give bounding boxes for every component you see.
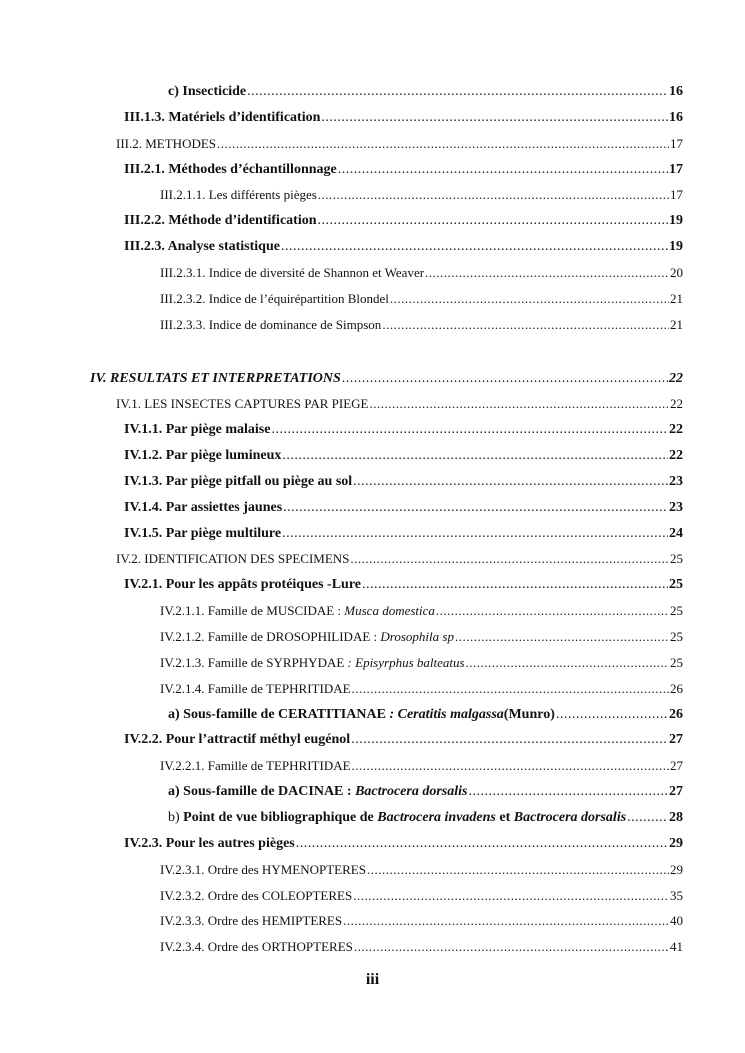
title-segment: III.2.3.1. Indice de diversité de Shannon et Weaver bbox=[160, 265, 425, 280]
dot-leader bbox=[466, 655, 669, 671]
toc-page-number: 41 bbox=[670, 939, 683, 954]
toc-entry[interactable] bbox=[124, 110, 683, 130]
dot-leader bbox=[556, 707, 668, 723]
toc-entry-title bbox=[124, 836, 295, 852]
title-segment: IV.2.1.1. Famille de MUSCIDAE : bbox=[160, 603, 345, 618]
toc-entry-title bbox=[124, 110, 320, 126]
dot-leader bbox=[296, 836, 668, 852]
toc-entry-title bbox=[124, 526, 281, 542]
toc-entry[interactable] bbox=[160, 862, 683, 882]
toc-page-number: 23 bbox=[669, 500, 683, 515]
title-segment: IV.2.3.4. Ordre des ORTHOPTERES bbox=[160, 939, 353, 954]
toc-entry-title bbox=[116, 396, 368, 412]
toc-entry-title bbox=[160, 317, 381, 333]
toc-page-number: 19 bbox=[669, 239, 683, 254]
toc-entry-title bbox=[124, 732, 350, 748]
toc-entry[interactable] bbox=[124, 422, 683, 442]
toc-entry-title bbox=[124, 474, 352, 490]
toc-entry[interactable] bbox=[124, 577, 683, 597]
toc-entry-title bbox=[160, 862, 366, 878]
toc-entry[interactable] bbox=[168, 784, 683, 804]
toc-page-number: 16 bbox=[669, 110, 683, 125]
toc-entry-title bbox=[160, 888, 352, 904]
dot-leader bbox=[455, 629, 669, 645]
title-segment: IV. RESULTATS ET INTERPRETATIONS bbox=[90, 371, 341, 386]
toc-entry[interactable] bbox=[168, 810, 683, 830]
title-segment: Drosophila sp bbox=[380, 629, 454, 644]
toc-entry[interactable] bbox=[124, 162, 683, 182]
dot-leader bbox=[382, 317, 669, 333]
dot-leader bbox=[282, 526, 668, 542]
toc-entry-title bbox=[124, 577, 361, 593]
toc-page-number: 27 bbox=[669, 784, 683, 799]
title-segment: b) bbox=[168, 810, 184, 825]
toc-entry[interactable] bbox=[124, 239, 683, 259]
dot-leader bbox=[282, 448, 668, 464]
toc-entry-title bbox=[160, 187, 317, 203]
title-segment: Bactrocera dorsalis bbox=[355, 784, 468, 799]
toc-entry-title bbox=[160, 913, 342, 929]
dot-leader bbox=[342, 371, 668, 387]
title-segment: III.2. METHODES bbox=[116, 136, 217, 151]
title-segment: IV.2.3.2. Ordre des COLEOPTERES bbox=[160, 888, 353, 903]
dot-leader bbox=[353, 474, 668, 490]
toc-entry-title bbox=[124, 213, 317, 229]
dot-leader bbox=[367, 862, 669, 878]
dot-leader bbox=[436, 603, 669, 619]
dot-leader bbox=[353, 888, 669, 904]
title-segment: IV.1.5. Par piège multilure bbox=[124, 526, 282, 541]
toc-entry[interactable] bbox=[160, 603, 683, 623]
toc-entry[interactable] bbox=[160, 317, 683, 337]
toc-page-number: 21 bbox=[670, 291, 683, 306]
toc-entry-title bbox=[124, 422, 270, 438]
toc-page-number: 29 bbox=[670, 862, 683, 877]
title-segment: III.2.3. Analyse statistique bbox=[124, 239, 280, 254]
title-segment: III.2.1. Méthodes d’échantillonnage bbox=[124, 162, 337, 177]
toc-entry[interactable] bbox=[124, 732, 683, 752]
title-segment: IV.2.3.3. Ordre des HEMIPTERES bbox=[160, 913, 343, 928]
dot-leader bbox=[354, 939, 669, 955]
toc-entry-title bbox=[160, 265, 424, 281]
title-segment: III.2.1.1. Les différents pièges bbox=[160, 187, 317, 202]
title-segment: IV.1.4. Par assiettes jaunes bbox=[124, 500, 283, 515]
title-segment: IV.2.1.4. Famille de TEPHRITIDAE bbox=[160, 681, 351, 696]
toc-entry[interactable] bbox=[124, 448, 683, 468]
title-segment: III.2.3.2. Indice de l’équirépartition Blondel bbox=[160, 291, 389, 306]
toc-entry-title bbox=[168, 707, 555, 723]
toc-entry[interactable] bbox=[124, 500, 683, 520]
toc-page-number: 28 bbox=[669, 810, 683, 825]
toc-page-number: 17 bbox=[669, 162, 683, 177]
toc-page-number: 25 bbox=[670, 551, 683, 566]
toc-entry[interactable] bbox=[90, 371, 683, 391]
title-segment: et bbox=[495, 810, 514, 825]
toc-entry[interactable] bbox=[116, 396, 683, 416]
title-segment: III.2.3.3. Indice de dominance de Simpson bbox=[160, 317, 382, 332]
dot-leader bbox=[352, 681, 669, 697]
title-segment: Point de vue bibliographique de bbox=[183, 810, 378, 825]
toc-entry[interactable] bbox=[124, 474, 683, 494]
toc-page-number: 40 bbox=[670, 913, 683, 928]
toc-entry[interactable] bbox=[116, 551, 683, 571]
title-segment: a) Sous-famille de CERATITIANAE bbox=[168, 707, 390, 722]
title-segment: III.2.2. Méthode d’identification bbox=[124, 213, 317, 228]
toc-page-number: 22 bbox=[670, 396, 683, 411]
dot-leader bbox=[350, 551, 669, 567]
toc-entry[interactable] bbox=[160, 681, 683, 701]
toc-entry[interactable] bbox=[160, 265, 683, 285]
toc-entry[interactable] bbox=[160, 655, 683, 675]
toc-page-number: 25 bbox=[669, 577, 683, 592]
title-segment: IV.2.2.1. Famille de TEPHRITIDAE bbox=[160, 758, 351, 773]
dot-leader bbox=[271, 422, 668, 438]
title-segment: IV.2.1. Pour les appâts protéiques -Lure bbox=[124, 577, 361, 592]
title-segment: IV.2.1.2. Famille de DROSOPHILIDAE : bbox=[160, 629, 381, 644]
toc-entry[interactable] bbox=[168, 707, 683, 727]
title-segment: c) Insecticide bbox=[168, 84, 247, 99]
toc-entry[interactable] bbox=[160, 939, 683, 959]
dot-leader bbox=[338, 162, 668, 178]
title-segment: IV.1.1. Par piège malaise bbox=[124, 422, 271, 437]
toc-entry[interactable] bbox=[160, 888, 683, 908]
dot-leader bbox=[343, 913, 669, 929]
title-segment: IV.2.1.3. Famille de SYRPHYDAE bbox=[160, 655, 348, 670]
title-segment: (Munro) bbox=[503, 707, 555, 722]
dot-leader bbox=[425, 265, 669, 281]
dot-leader bbox=[390, 291, 669, 307]
toc-page-number: 26 bbox=[670, 681, 683, 696]
toc-page-number: 24 bbox=[669, 526, 683, 541]
toc-entry-title bbox=[116, 136, 216, 152]
toc-page-number: 22 bbox=[669, 371, 683, 386]
dot-leader bbox=[321, 110, 668, 126]
toc-entry[interactable] bbox=[124, 836, 683, 856]
dot-leader bbox=[217, 136, 669, 152]
toc-page-number: 23 bbox=[669, 474, 683, 489]
toc-entry-title bbox=[168, 784, 467, 800]
dot-leader bbox=[627, 810, 668, 826]
toc-entry[interactable] bbox=[160, 758, 683, 778]
title-segment: Bactrocera invadens bbox=[377, 810, 496, 825]
toc-page-number: 22 bbox=[669, 422, 683, 437]
dot-leader bbox=[283, 500, 668, 516]
toc-entry-title bbox=[160, 603, 435, 619]
toc-page-number: 17 bbox=[670, 136, 683, 151]
toc-page-number: 25 bbox=[670, 603, 683, 618]
dot-leader bbox=[369, 396, 669, 412]
title-segment: IV.2. IDENTIFICATION DES SPECIMENS bbox=[116, 551, 350, 566]
toc-entry[interactable] bbox=[160, 913, 683, 933]
title-segment: III.1.3. Matériels d’identification bbox=[124, 110, 321, 125]
title-segment: IV.2.3. Pour les autres pièges bbox=[124, 836, 295, 851]
toc-entry[interactable] bbox=[160, 629, 683, 649]
toc-entry[interactable] bbox=[116, 136, 683, 156]
toc-entry[interactable] bbox=[160, 291, 683, 311]
toc-page-number: 16 bbox=[669, 84, 683, 99]
toc-entry-title bbox=[160, 655, 465, 671]
toc-page-number: 25 bbox=[670, 629, 683, 644]
toc-entry-title bbox=[90, 371, 341, 387]
toc-entry[interactable] bbox=[124, 213, 683, 233]
dot-leader bbox=[468, 784, 668, 800]
dot-leader bbox=[362, 577, 668, 593]
toc-entry-title bbox=[124, 500, 282, 516]
toc-entry-title bbox=[160, 629, 454, 645]
toc-entry-title bbox=[168, 84, 246, 100]
toc-page-number: 21 bbox=[670, 317, 683, 332]
dot-leader bbox=[351, 732, 668, 748]
dot-leader bbox=[318, 187, 669, 203]
dot-leader bbox=[318, 213, 669, 229]
toc-page-number: 20 bbox=[670, 265, 683, 280]
toc-page-number: 29 bbox=[669, 836, 683, 851]
dot-leader bbox=[247, 84, 668, 100]
toc-entry-title bbox=[160, 291, 389, 307]
toc-entry-title bbox=[160, 681, 351, 697]
title-segment: IV.1.3. Par piège pitfall ou piège au sol bbox=[124, 474, 353, 489]
dot-leader bbox=[281, 239, 668, 255]
title-segment: IV.1. LES INSECTES CAPTURES PAR PIEGE bbox=[116, 396, 369, 411]
toc-entry-title bbox=[160, 939, 353, 955]
toc-page-number: 27 bbox=[670, 758, 683, 773]
toc-page-number: 27 bbox=[669, 732, 683, 747]
toc-page-number: 19 bbox=[669, 213, 683, 228]
toc-entry[interactable] bbox=[124, 526, 683, 546]
title-segment: Bactrocera dorsalis bbox=[513, 810, 627, 825]
title-segment: IV.2.3.1. Ordre des HYMENOPTERES bbox=[160, 862, 366, 877]
toc-entry[interactable] bbox=[160, 187, 683, 207]
toc-page-number: 22 bbox=[669, 448, 683, 463]
toc-entry-title bbox=[124, 162, 337, 178]
toc-page-number: 35 bbox=[670, 888, 683, 903]
page-number: iii bbox=[365, 971, 380, 988]
title-segment: a) Sous-famille de DACINAE : bbox=[168, 784, 356, 799]
toc-entry-title bbox=[124, 448, 281, 464]
dot-leader bbox=[352, 758, 669, 774]
toc-page-number: 17 bbox=[670, 187, 683, 202]
toc-page-number: 26 bbox=[669, 707, 683, 722]
toc-entry[interactable] bbox=[168, 84, 683, 104]
toc-page-number: 25 bbox=[670, 655, 683, 670]
title-segment: Musca domestica bbox=[344, 603, 435, 618]
title-segment: IV.1.2. Par piège lumineux bbox=[124, 448, 282, 463]
title-segment: : Ceratitis malgassa bbox=[389, 707, 504, 722]
toc-entry-title bbox=[116, 551, 349, 567]
title-segment: IV.2.2. Pour l’attractif méthyl eugénol bbox=[124, 732, 351, 747]
toc-entry-title bbox=[160, 758, 351, 774]
title-segment: : Episyrphus balteatus bbox=[347, 655, 465, 670]
toc-entry-title bbox=[124, 239, 280, 255]
toc-entry-title bbox=[168, 810, 626, 826]
